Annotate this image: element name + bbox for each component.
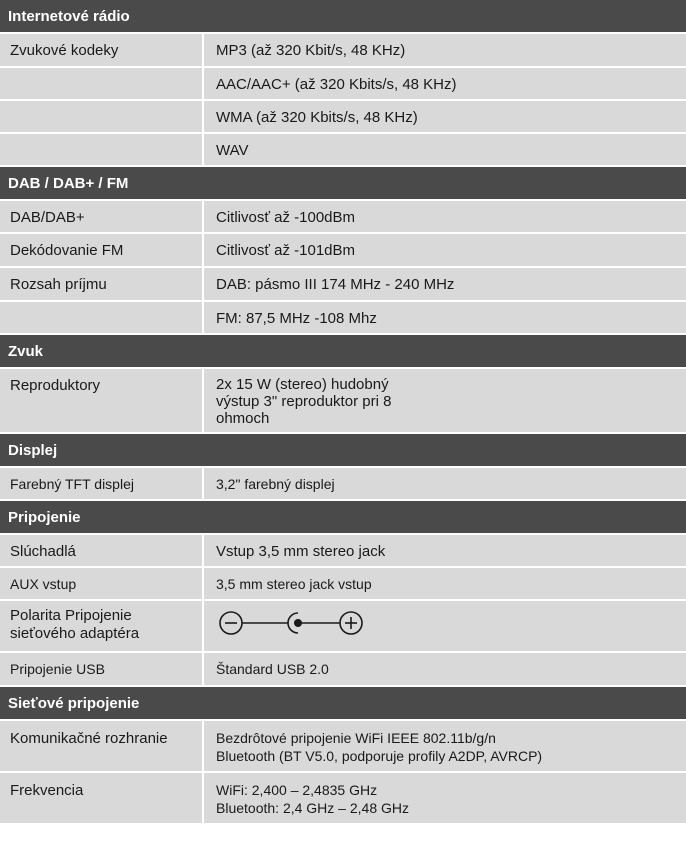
row-value: Citlivosť až -100dBm — [216, 209, 356, 226]
table-row — [0, 34, 686, 68]
row-label: Komunikačné rozhranie — [0, 721, 204, 771]
section-header-internet-radio: Internetové rádio — [0, 0, 686, 34]
section-header-dab-fm: DAB / DAB+ / FM — [0, 167, 686, 201]
row-label: Dekódovanie FM — [0, 234, 204, 266]
row-label: AUX vstup — [0, 568, 204, 599]
table-row — [0, 101, 686, 134]
row-value: MP3 (až 320 Kbit/s, 48 KHz) — [216, 42, 406, 59]
table-row — [0, 568, 686, 601]
row-label: Pripojenie USB — [0, 653, 204, 685]
section-header-display: Displej — [0, 434, 686, 468]
table-row — [0, 369, 686, 434]
row-label: DAB/DAB+ — [0, 201, 204, 232]
table-row — [0, 653, 686, 687]
row-label — [0, 68, 204, 99]
row-label: Reproduktory — [0, 369, 204, 432]
row-label — [0, 134, 204, 165]
row-label: Frekvencia — [0, 773, 204, 823]
row-value: 3,2" farebný displej — [216, 476, 335, 492]
table-row — [0, 468, 686, 501]
table-row — [0, 234, 686, 268]
row-value: Citlivosť až -101dBm — [216, 242, 356, 259]
section-header-sound: Zvuk — [0, 335, 686, 369]
row-value: WMA (až 320 Kbits/s, 48 KHz) — [216, 109, 418, 126]
section-header-connectivity: Pripojenie — [0, 501, 686, 535]
table-row — [0, 721, 686, 773]
row-value: 2x 15 W (stereo) hudobný výstup 3" reproduktor pri 8 ohmoch — [216, 376, 392, 427]
row-value: WiFi: 2,400 – 2,4835 GHz Bluetooth: 2,4 GHz – 2,48 GHz — [216, 782, 409, 816]
row-label — [0, 101, 204, 132]
table-row — [0, 201, 686, 234]
row-label: Zvukové kodeky — [0, 34, 204, 66]
row-label: Farebný TFT displej — [0, 468, 204, 499]
row-label: Polarita Pripojenie sieťového adaptéra — [0, 601, 204, 651]
row-label — [0, 302, 204, 333]
row-value: 3,5 mm stereo jack vstup — [216, 576, 372, 592]
row-value: FM: 87,5 MHz -108 Mhz — [216, 310, 377, 327]
row-value — [204, 601, 686, 651]
table-row — [0, 535, 686, 568]
row-label: Rozsah príjmu — [0, 268, 204, 300]
row-value: Vstup 3,5 mm stereo jack — [216, 543, 386, 560]
table-row — [0, 302, 686, 335]
row-label: Slúchadlá — [0, 535, 204, 566]
row-value: DAB: pásmo III 174 MHz - 240 MHz — [216, 276, 455, 293]
table-row — [0, 134, 686, 167]
section-header-network: Sieťové pripojenie — [0, 687, 686, 721]
row-value: WAV — [216, 142, 249, 159]
table-row — [0, 601, 686, 653]
row-value: Bezdrôtové pripojenie WiFi IEEE 802.11b/g/n Bluetooth (BT V5.0, podporuje profily A2DP, AVRCP) — [216, 730, 543, 764]
table-row — [0, 268, 686, 302]
dc-polarity-center-positive-icon — [216, 608, 386, 638]
row-value: Štandard USB 2.0 — [216, 661, 329, 677]
row-value: AAC/AAC+ (až 320 Kbits/s, 48 KHz) — [216, 76, 457, 93]
table-row — [0, 773, 686, 823]
table-row — [0, 68, 686, 101]
